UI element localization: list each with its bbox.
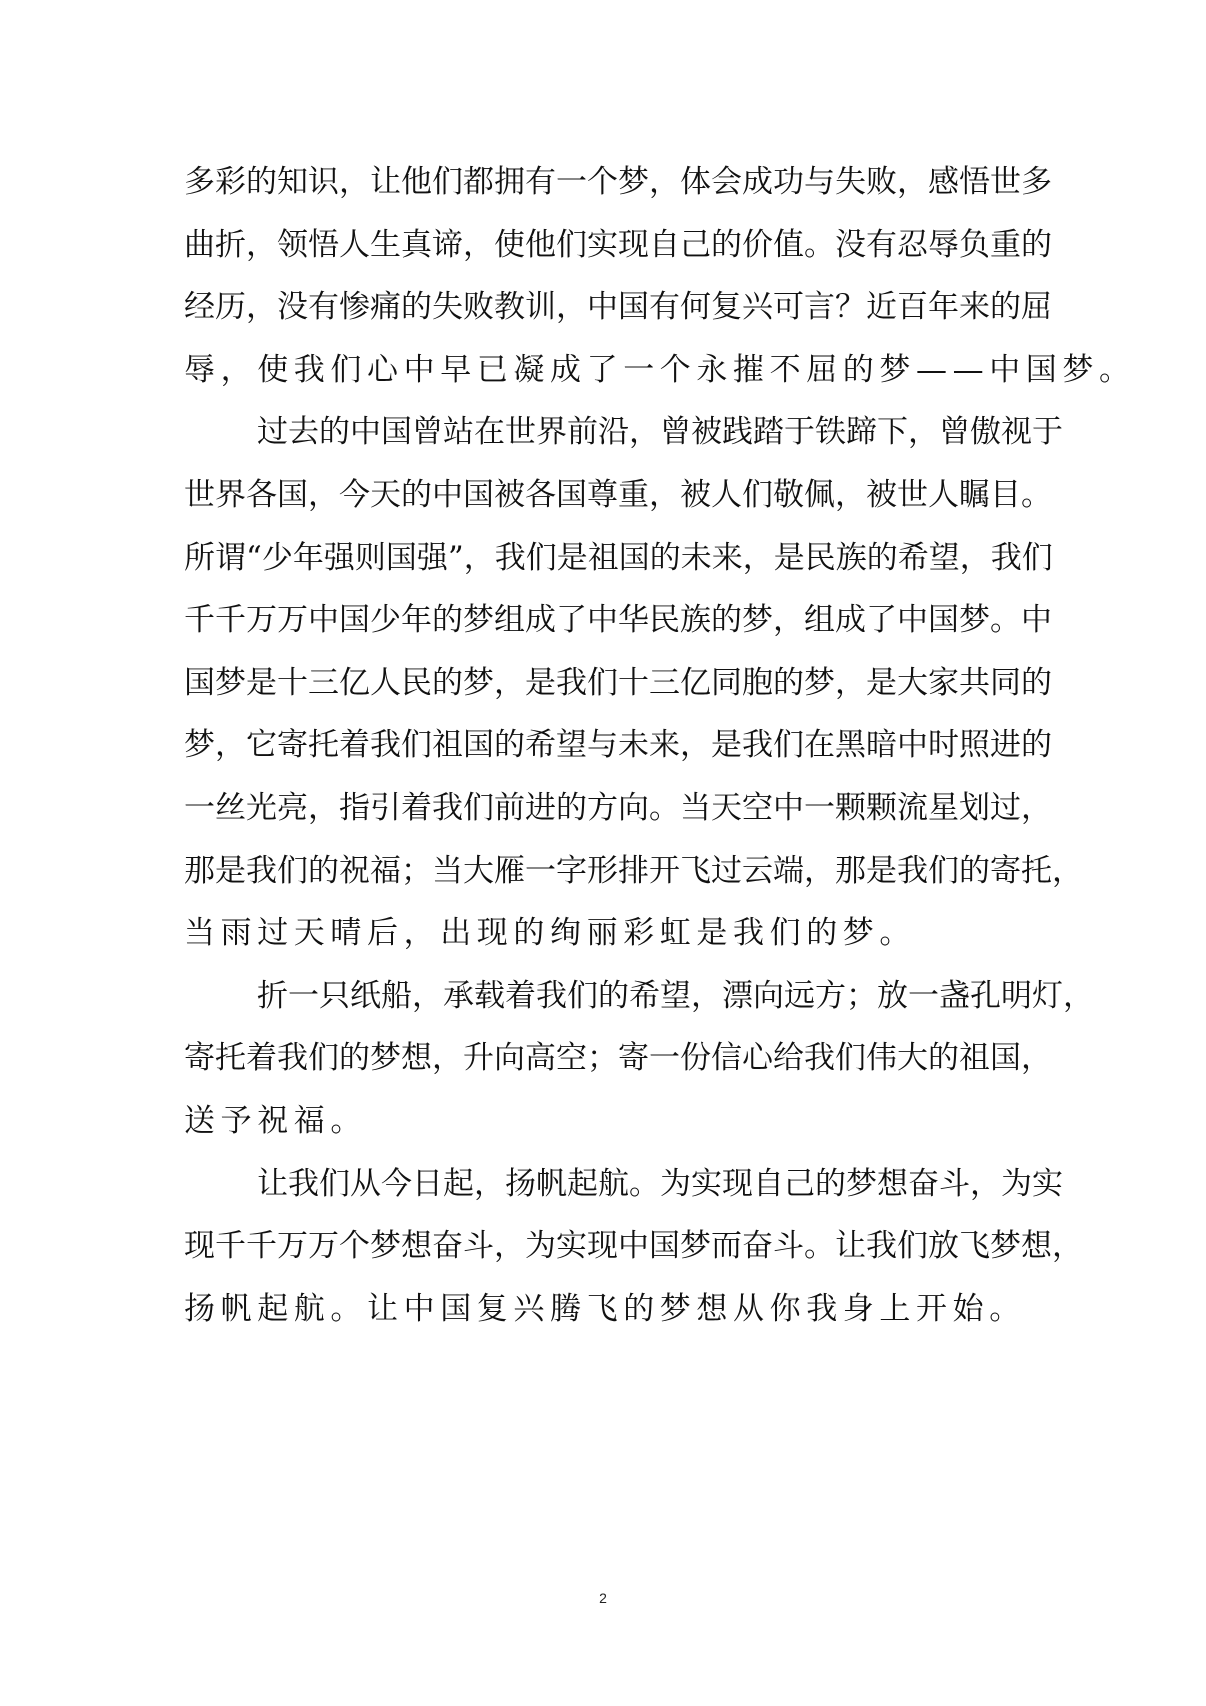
text-line: 多彩的知识，让他们都拥有一个梦，体会成功与失败，感悟世多 [184, 164, 1052, 200]
text-line: 扬帆起航。让中国复兴腾飞的梦想从你我身上开始。 [184, 1290, 1026, 1327]
text-line: 送予祝福。 [184, 1103, 367, 1139]
text-line: 所谓“少年强则国强”，我们是祖国的未来，是民族的希望，我们 [184, 539, 1053, 576]
text-line: 寄托着我们的梦想，升向高空；寄一份信心给我们伟大的祖国， [184, 1040, 1052, 1077]
text-line: 梦，它寄托着我们祖国的希望与未来，是我们在黑暗中时照进的 [184, 727, 1052, 764]
text-line: 让我们从今日起，扬帆起航。为实现自己的梦想奋斗，为实 [257, 1165, 1063, 1202]
text-line: 经历，没有惨痛的失败教训，中国有何复兴可言？近百年来的屈 [184, 289, 1052, 326]
text-line: 那是我们的祝福；当大雁一字形排开飞过云端，那是我们的寄托， [184, 852, 1083, 889]
text-line: 过去的中国曾站在世界前沿，曾被践踏于铁蹄下，曾傲视于 [257, 414, 1063, 451]
text-line: 千千万万中国少年的梦组成了中华民族的梦，组成了中国梦。中 [184, 602, 1052, 639]
text-line: 曲折，领悟人生真谛，使他们实现自己的价值。没有忍辱负重的 [184, 226, 1052, 263]
text-line: 一丝光亮，指引着我们前进的方向。当天空中一颗颗流星划过， [184, 790, 1052, 826]
text-line: 折一只纸船，承载着我们的希望，漂向远方；放一盏孔明灯， [257, 977, 1094, 1014]
text-line: 国梦是十三亿人民的梦，是我们十三亿同胞的梦，是大家共同的 [184, 664, 1052, 701]
text-line: 辱，使我们心中早已凝成了一个永摧不屈的梦——中国梦。 [184, 351, 1136, 388]
text-line: 世界各国，今天的中国被各国尊重，被人们敬佩，被世人瞩目。 [184, 477, 1052, 513]
text-line: 当雨过天晴后，出现的绚丽彩虹是我们的梦。 [184, 915, 916, 952]
text-line: 现千千万万个梦想奋斗，为实现中国梦而奋斗。让我们放飞梦想， [184, 1228, 1083, 1265]
page-number: 2 [599, 1590, 607, 1606]
